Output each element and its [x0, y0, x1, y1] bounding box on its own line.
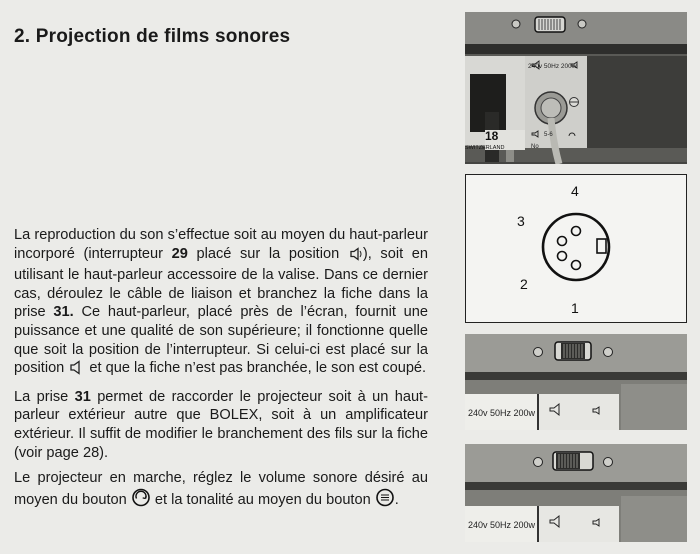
pin-label-1: 1	[571, 300, 579, 316]
text-run: placé sur la position	[187, 245, 348, 262]
section-title: Projection de films sonores	[35, 26, 291, 47]
text-run: Ce haut-parleur, placé près de l’écran, fournit une puissance et une qualité de son supérieure; il fonctionne quelle que soit la position de l’interrupteur. Si celui-ci est placé sur la position	[14, 304, 429, 377]
connector-pin-diagram	[465, 174, 687, 323]
model-suffix: 18	[485, 129, 499, 143]
speaker-open-icon	[68, 360, 85, 381]
photo-illustration	[465, 12, 687, 164]
text-run: .	[394, 491, 399, 508]
paragraph-external-speaker	[14, 388, 428, 462]
text-run: La reproduction du son s’effectue soit au moyen du haut-parleur incorporé (interrupteur	[14, 227, 428, 262]
pin-label-3: 3	[517, 213, 525, 229]
photo-speaker-socket-panel	[465, 12, 687, 164]
text-run: et la tonalité au moyen du bouton	[150, 491, 375, 508]
voltage-label: 240v 50Hz 200w	[528, 63, 577, 70]
volume-knob-icon	[131, 488, 151, 513]
text-run: La prise	[14, 388, 75, 405]
text-run: et que la fiche n’est pas branchée, le son est coupé.	[85, 360, 427, 377]
photo-switch-position-a	[465, 334, 687, 430]
socket-reference: 31	[74, 388, 91, 405]
switch-photo-b	[465, 444, 687, 542]
section-number: 2.	[14, 26, 31, 47]
socket-pin-label: 5-6	[544, 132, 553, 138]
pin-label-4: 4	[571, 183, 579, 199]
number-label: No	[531, 144, 539, 150]
pin-label-2: 2	[520, 276, 528, 292]
country-label: SWITZERLAND	[465, 145, 505, 151]
photo-switch-position-b	[465, 444, 687, 542]
paragraph-speaker-selection	[14, 226, 428, 381]
text-run: permet de raccorder le projecteur soit à un haut-parleur extérieur autre que BOLEX, soit à un amplificateur extérieur. Il suffit de modifier le branchement des fils sur la fiche (voir page 28).	[14, 388, 428, 461]
voltage-label: 240v 50Hz 200w	[468, 408, 536, 418]
connector-diagram-svg	[466, 175, 686, 322]
voltage-label: 240v 50Hz 200w	[468, 520, 536, 530]
switch-reference: 29	[171, 245, 188, 262]
paragraph-volume-tone	[14, 469, 428, 512]
section-heading	[14, 26, 290, 48]
tone-knob-icon	[375, 488, 395, 513]
body-text	[14, 226, 428, 519]
text-run: ), soit en utilisant le haut-parleur accessoire de la valise. Dans ce dernier cas, déroulez le câble de liaison et branchez la fiche dans la prise	[14, 245, 428, 321]
switch-photo-a	[465, 334, 687, 430]
socket-reference: 31.	[53, 304, 74, 321]
text-run: Le projecteur en marche, réglez le volume sonore désiré au moyen du bouton	[14, 470, 428, 508]
speaker-icon	[348, 247, 363, 267]
